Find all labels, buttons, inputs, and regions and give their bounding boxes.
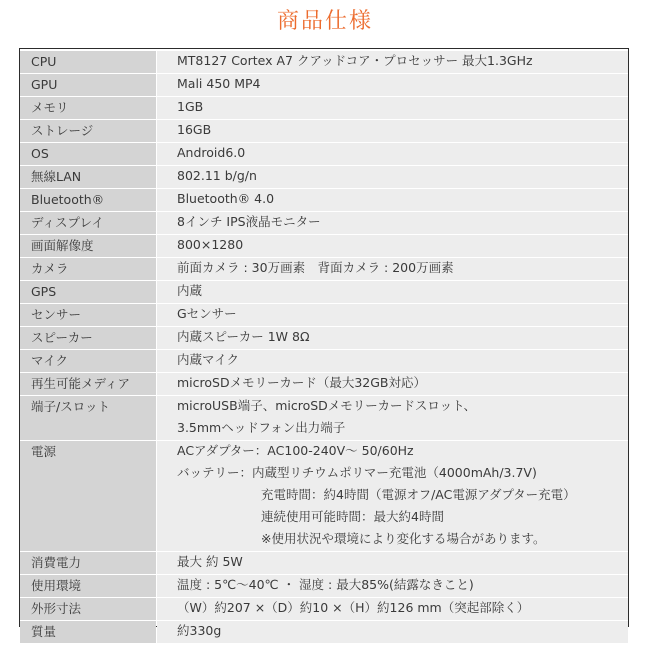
spec-value: Android6.0: [177, 145, 246, 160]
spec-label: マイク: [20, 350, 156, 372]
spec-label: 無線LAN: [20, 166, 156, 188]
spec-label: ディスプレイ: [20, 212, 156, 234]
spec-label: 画面解像度: [20, 235, 156, 257]
spec-value: Gセンサー: [177, 306, 237, 321]
spec-value-cell: [157, 621, 628, 643]
spec-label: GPU: [20, 74, 156, 96]
spec-value: 1GB: [177, 99, 204, 114]
spec-row: [20, 441, 628, 551]
spec-label: 電源: [20, 441, 156, 551]
page-title: 商品仕様: [276, 9, 373, 34]
spec-row: [20, 304, 628, 326]
spec-row: [20, 258, 628, 280]
spec-value: 約330g: [177, 623, 222, 638]
spec-label: Bluetooth®: [20, 189, 156, 211]
spec-row: [20, 575, 628, 597]
spec-label: 再生可能メディア: [20, 373, 156, 395]
spec-row: [20, 396, 628, 440]
spec-value: 3.5mmヘッドフォン出力端子: [177, 420, 346, 435]
spec-value: 内蔵スピーカー 1W 8Ω: [177, 329, 310, 344]
spec-label: ストレージ: [20, 120, 156, 142]
spec-value: 内蔵マイク: [177, 352, 240, 367]
spec-label: 質量: [20, 621, 156, 643]
spec-row: [20, 350, 628, 372]
spec-label: カメラ: [20, 258, 156, 280]
spec-row: [20, 212, 628, 234]
spec-value-cell: [157, 281, 628, 303]
spec-label: メモリ: [20, 97, 156, 119]
spec-value: ※使用状況や環境により変化する場合があります。: [261, 531, 546, 546]
spec-value: （W）約207 ×（D）約10 ×（H）約126 mm（突起部除く）: [177, 600, 530, 615]
spec-value: ACアダプター：AC100-240V～ 50/60Hz: [177, 443, 414, 458]
spec-value: バッテリー：内蔵型リチウムポリマー充電池（4000mAh/3.7V): [177, 465, 537, 480]
spec-label: 外形寸法: [20, 598, 156, 620]
spec-row: [20, 235, 628, 257]
spec-label: 使用環境: [20, 575, 156, 597]
spec-value: MT8127 Cortex A7 クアッドコア・プロセッサー 最大1.3GHz: [177, 53, 533, 68]
spec-row: [20, 373, 628, 395]
spec-row: [20, 189, 628, 211]
spec-value: 連続使用可能時間：最大約4時間: [261, 509, 444, 524]
spec-row: [20, 552, 628, 574]
spec-row: [20, 74, 628, 96]
spec-value: microSDメモリーカード（最大32GB対応）: [177, 375, 427, 390]
spec-value: 802.11 b/g/n: [177, 168, 257, 183]
spec-value: 前面カメラ : 30万画素 背面カメラ : 200万画素: [177, 260, 454, 275]
spec-row: [20, 166, 628, 188]
spec-label: GPS: [20, 281, 156, 303]
spec-value-cell: [157, 97, 628, 119]
spec-row: [20, 281, 628, 303]
spec-label: スピーカー: [20, 327, 156, 349]
spec-row: [20, 598, 628, 620]
spec-label: 端子/スロット: [20, 396, 156, 440]
spec-value: 800×1280: [177, 237, 244, 252]
spec-label: OS: [20, 143, 156, 165]
spec-row: [20, 143, 628, 165]
spec-value: Mali 450 MP4: [177, 76, 261, 91]
spec-value: 温度 : 5℃～40℃ ・ 湿度 : 最大85%(結露なきこと): [177, 577, 474, 592]
spec-value: 充電時間：約4時間（電源オフ/AC電源アダプター充電）: [261, 487, 576, 502]
spec-value: microUSB端子、microSDメモリーカードスロット、: [177, 398, 477, 413]
spec-value: 8インチ IPS液晶モニター: [177, 214, 321, 229]
spec-value: 内蔵: [177, 283, 203, 298]
spec-row: [20, 621, 628, 643]
spec-label: CPU: [20, 51, 156, 73]
spec-value: 最大 約 5W: [177, 554, 243, 569]
spec-value: 16GB: [177, 122, 212, 137]
spec-row: [20, 51, 628, 73]
spec-value: Bluetooth® 4.0: [177, 191, 275, 206]
spec-row: [20, 97, 628, 119]
spec-row: [20, 120, 628, 142]
spec-label: センサー: [20, 304, 156, 326]
spec-row: [20, 327, 628, 349]
spec-table: [19, 48, 629, 639]
spec-label: 消費電力: [20, 552, 156, 574]
spec-value-cell: [157, 120, 628, 142]
